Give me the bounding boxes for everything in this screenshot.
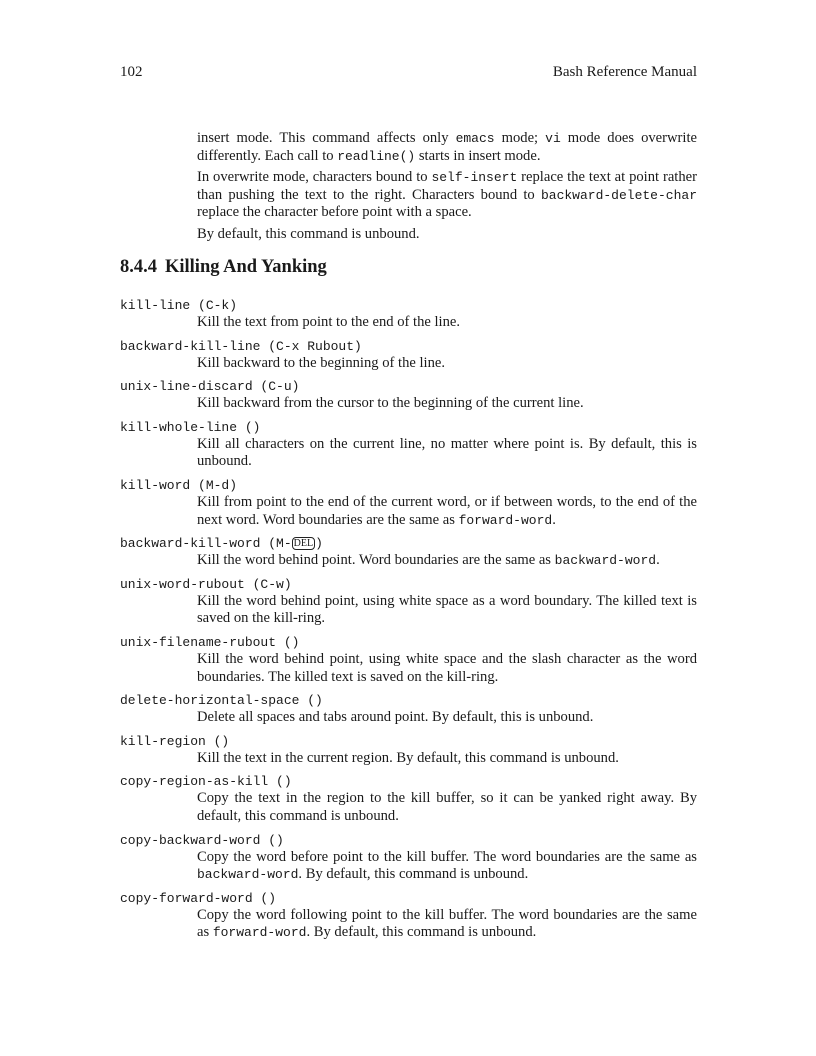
command-term: delete-horizontal-space () <box>120 693 323 709</box>
command-list <box>120 297 697 948</box>
text-run: Copy the word following point to the kill buffer. The word boundaries are the same as <box>197 906 697 941</box>
command-term: unix-word-rubout (C-w) <box>120 576 292 592</box>
text-run: backward-kill-word (M- <box>120 536 292 552</box>
command-term: unix-line-discard (C-u) <box>120 379 300 395</box>
command-description <box>197 494 697 529</box>
text-run: Kill the word behind point. Word boundaries are the same as <box>197 552 555 569</box>
section-heading <box>120 256 327 278</box>
manual-title: Bash Reference Manual <box>552 64 697 80</box>
code-forward-word: forward-word <box>458 512 553 528</box>
text-run: Kill from point to the end of the current word, or if between words, to the end of the next word. Word boundaries are the same as <box>197 493 697 528</box>
text-run: . By default, this command is unbound. <box>298 866 529 883</box>
text-run: mode does overwrite differently. Each call to <box>197 130 697 164</box>
command-term: kill-line (C-k) <box>120 298 238 313</box>
command-entry-delete-horizontal-space <box>120 692 697 727</box>
command-term: copy-region-as-kill () <box>120 774 292 790</box>
intro-paragraph-1 <box>197 130 697 165</box>
command-entry-kill-word <box>120 477 697 529</box>
command-entry-kill-line <box>120 297 697 332</box>
command-description: Copy the text in the region to the kill buffer, so it can be yanked right away. By default, this command is unbound. <box>197 790 697 824</box>
code-backward-word: backward-word <box>554 553 657 569</box>
text-run: Copy the word before point to the kill buffer. The word boundaries are the same as <box>197 848 697 865</box>
command-entry-copy-backward-word <box>120 832 697 884</box>
command-description: Kill the word behind point, using white space and the slash character as the word boundaries. The killed text is saved on the kill-ring. <box>197 650 697 685</box>
code-emacs: emacs <box>455 131 495 146</box>
command-description: Kill backward to the beginning of the line. <box>197 354 446 371</box>
text-run: . <box>552 511 556 528</box>
command-entry-unix-line-discard <box>120 378 697 413</box>
text-run: In overwrite mode, characters bound to <box>197 169 432 186</box>
code-backward-word: backward-word <box>197 867 299 883</box>
intro-paragraph-3: By default, this command is unbound. <box>197 225 420 242</box>
code-backward-delete-char: backward-delete-char <box>540 187 697 203</box>
command-description: Kill all characters on the current line, no matter where point is. By default, this is unbound. <box>197 435 697 470</box>
intro-continuation <box>197 130 697 248</box>
command-term: copy-backward-word () <box>120 832 284 848</box>
command-entry-copy-region-as-kill <box>120 773 697 825</box>
code-vi: vi <box>545 131 561 146</box>
command-description: Delete all spaces and tabs around point. By default, this is unbound. <box>197 709 594 726</box>
text-run: . <box>656 552 660 569</box>
command-description <box>197 552 697 570</box>
code-forward-word: forward-word <box>212 925 307 941</box>
command-entry-copy-forward-word <box>120 890 697 942</box>
page-number: 102 <box>120 64 143 80</box>
text-run: starts in insert mode. <box>415 147 541 164</box>
intro-paragraph-2 <box>197 169 697 222</box>
command-entry-unix-word-rubout <box>120 576 697 628</box>
command-description <box>197 849 697 884</box>
command-term <box>120 535 697 552</box>
text-run: replace the text at point rather than pushing the text to the right. Characters bound to <box>197 169 697 203</box>
command-term: kill-region () <box>120 733 230 749</box>
del-key-glyph: DEL <box>293 538 314 550</box>
command-term: copy-forward-word () <box>120 890 277 906</box>
text-run: ) <box>315 536 323 552</box>
code-self-insert: self-insert <box>431 170 518 186</box>
command-description: Kill the word behind point, using white space as a word boundary. The killed text is saved on the kill-ring. <box>197 592 697 627</box>
text-run: replace the character before point with a space. <box>197 204 472 221</box>
section-number: 8.4.4 <box>120 257 157 277</box>
text-run: insert mode. This command affects only <box>197 130 456 146</box>
command-entry-kill-whole-line <box>120 419 697 471</box>
command-term: backward-kill-line (C-x Rubout) <box>120 338 362 354</box>
command-description: Kill backward from the cursor to the beginning of the current line. <box>197 395 584 412</box>
section-title: Killing And Yanking <box>165 257 327 277</box>
command-entry-backward-kill-line <box>120 338 697 373</box>
code-readline: readline() <box>337 148 416 164</box>
command-description <box>197 907 697 942</box>
command-entry-backward-kill-word <box>120 535 697 570</box>
command-description: Kill the text in the current region. By default, this command is unbound. <box>197 749 619 766</box>
command-entry-kill-region <box>120 733 697 768</box>
text-run: . By default, this command is unbound. <box>306 924 537 941</box>
command-description: Kill the text from point to the end of the line. <box>197 314 461 330</box>
command-term: unix-filename-rubout () <box>120 634 300 650</box>
command-term: kill-word (M-d) <box>120 477 238 493</box>
text-run: mode; <box>494 130 546 146</box>
command-term: kill-whole-line () <box>120 419 261 435</box>
command-entry-unix-filename-rubout <box>120 634 697 686</box>
